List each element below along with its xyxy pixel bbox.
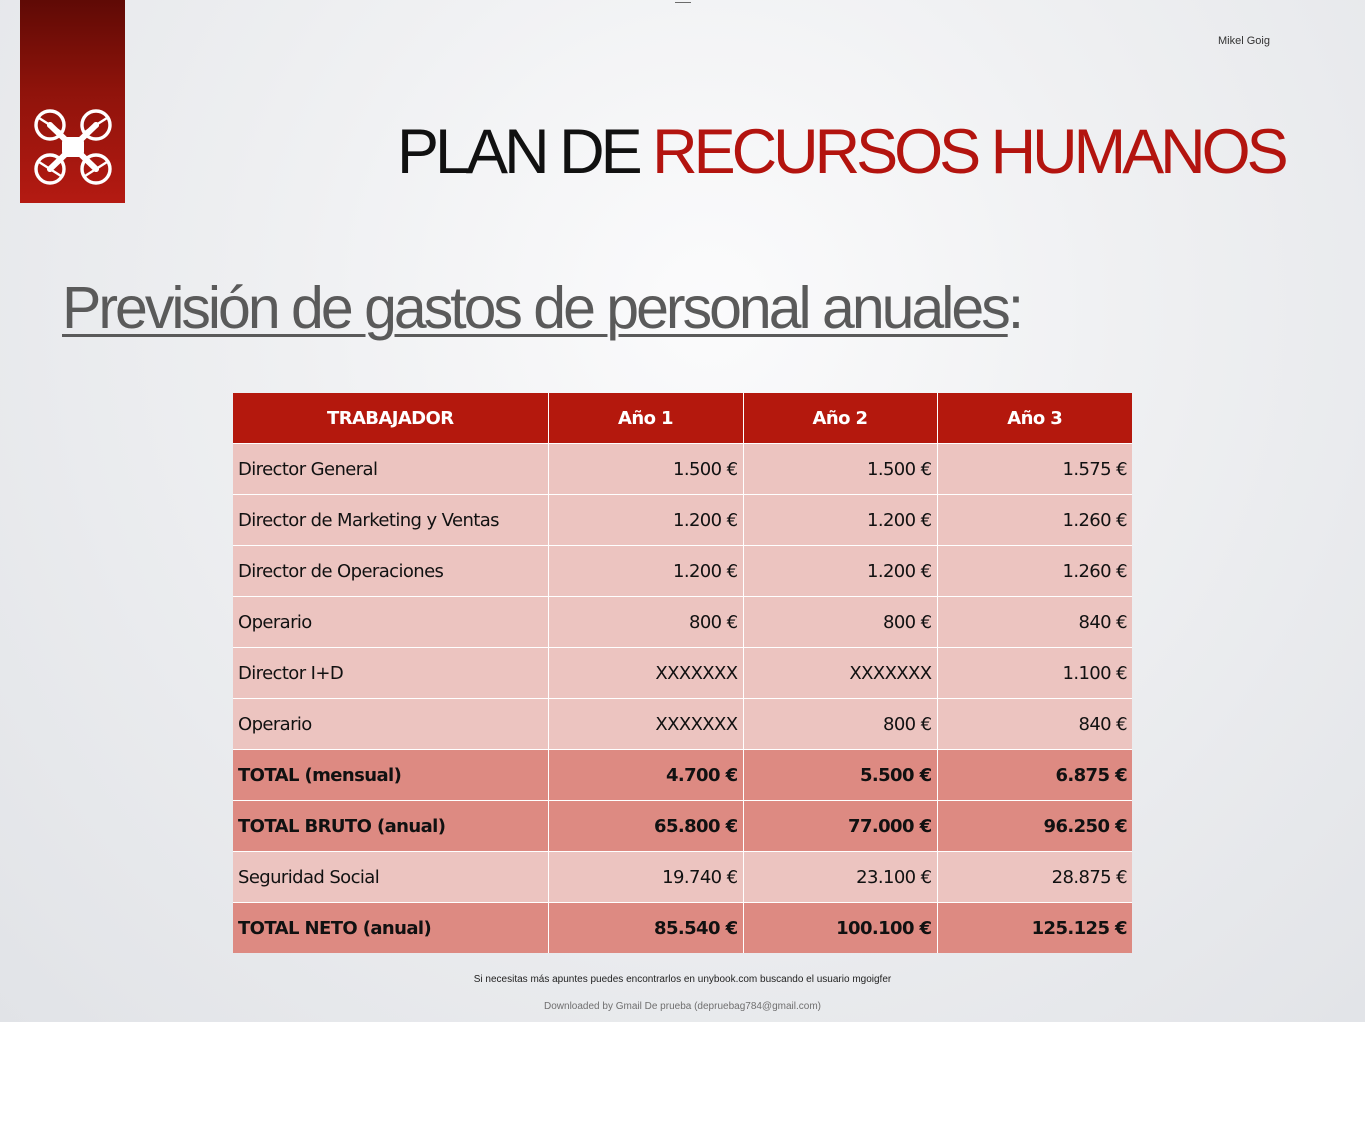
- worker-cell: Operario: [233, 699, 548, 750]
- section-title-colon: :: [1007, 275, 1022, 341]
- year3-cell: 1.260 €: [937, 546, 1132, 597]
- worker-cell: Operario: [233, 597, 548, 648]
- total-row: [233, 903, 1132, 954]
- year3-cell: 840 €: [937, 597, 1132, 648]
- table-row: [233, 648, 1132, 699]
- total-row: [233, 801, 1132, 852]
- top-mark: [675, 0, 691, 3]
- main-title: [397, 114, 1285, 190]
- header-trabajador: TRABAJADOR: [233, 393, 548, 444]
- year1-cell: XXXXXXX: [548, 648, 743, 699]
- title-black: PLAN DE: [397, 117, 639, 187]
- year2-cell: 800 €: [743, 597, 937, 648]
- worker-cell: Director I+D: [233, 648, 548, 699]
- year1-cell: 85.540 €: [548, 903, 743, 954]
- table-row: [233, 699, 1132, 750]
- expense-table: [233, 393, 1132, 953]
- drone-icon: [30, 104, 116, 190]
- year3-cell: 1.260 €: [937, 495, 1132, 546]
- header-ano-2: Año 2: [743, 393, 937, 444]
- year2-cell: 1.200 €: [743, 546, 937, 597]
- worker-cell: Director de Marketing y Ventas: [233, 495, 548, 546]
- year3-cell: 1.575 €: [937, 444, 1132, 495]
- year3-cell: 28.875 €: [937, 852, 1132, 903]
- year2-cell: 23.100 €: [743, 852, 937, 903]
- header-ano-1: Año 1: [548, 393, 743, 444]
- table-row: [233, 852, 1132, 903]
- table-row: [233, 597, 1132, 648]
- worker-cell: Director de Operaciones: [233, 546, 548, 597]
- table-header-row: [233, 393, 1132, 444]
- section-title-text: Previsión de gastos de personal anuales: [62, 275, 1008, 341]
- total-row: [233, 750, 1132, 801]
- year2-cell: 1.200 €: [743, 495, 937, 546]
- year1-cell: 1.200 €: [548, 495, 743, 546]
- table-row: [233, 444, 1132, 495]
- download-note: Downloaded by Gmail De prueba (depruebag784@gmail.com): [544, 1001, 821, 1012]
- section-title: [62, 268, 1021, 348]
- year1-cell: 4.700 €: [548, 750, 743, 801]
- year3-cell: 96.250 €: [937, 801, 1132, 852]
- year2-cell: 5.500 €: [743, 750, 937, 801]
- year1-cell: 1.200 €: [548, 546, 743, 597]
- year2-cell: 800 €: [743, 699, 937, 750]
- year1-cell: 1.500 €: [548, 444, 743, 495]
- year2-cell: 77.000 €: [743, 801, 937, 852]
- year3-cell: 1.100 €: [937, 648, 1132, 699]
- year2-cell: 1.500 €: [743, 444, 937, 495]
- worker-cell: TOTAL NETO (anual): [233, 903, 548, 954]
- logo-block: [20, 0, 125, 203]
- year1-cell: 19.740 €: [548, 852, 743, 903]
- year1-cell: 65.800 €: [548, 801, 743, 852]
- worker-cell: TOTAL BRUTO (anual): [233, 801, 548, 852]
- year2-cell: XXXXXXX: [743, 648, 937, 699]
- worker-cell: TOTAL (mensual): [233, 750, 548, 801]
- footer-note: Si necesitas más apuntes puedes encontrarlos en unybook.com buscando el usuario mgoigfer: [473, 974, 892, 985]
- worker-cell: Seguridad Social: [233, 852, 548, 903]
- year1-cell: XXXXXXX: [548, 699, 743, 750]
- year3-cell: 125.125 €: [937, 903, 1132, 954]
- year3-cell: 6.875 €: [937, 750, 1132, 801]
- worker-cell: Director General: [233, 444, 548, 495]
- table-row: [233, 495, 1132, 546]
- title-red: RECURSOS HUMANOS: [652, 117, 1285, 187]
- year3-cell: 840 €: [937, 699, 1132, 750]
- header-ano-3: Año 3: [937, 393, 1132, 444]
- table-row: [233, 546, 1132, 597]
- year2-cell: 100.100 €: [743, 903, 937, 954]
- author-name: Mikel Goig: [1218, 35, 1270, 47]
- year1-cell: 800 €: [548, 597, 743, 648]
